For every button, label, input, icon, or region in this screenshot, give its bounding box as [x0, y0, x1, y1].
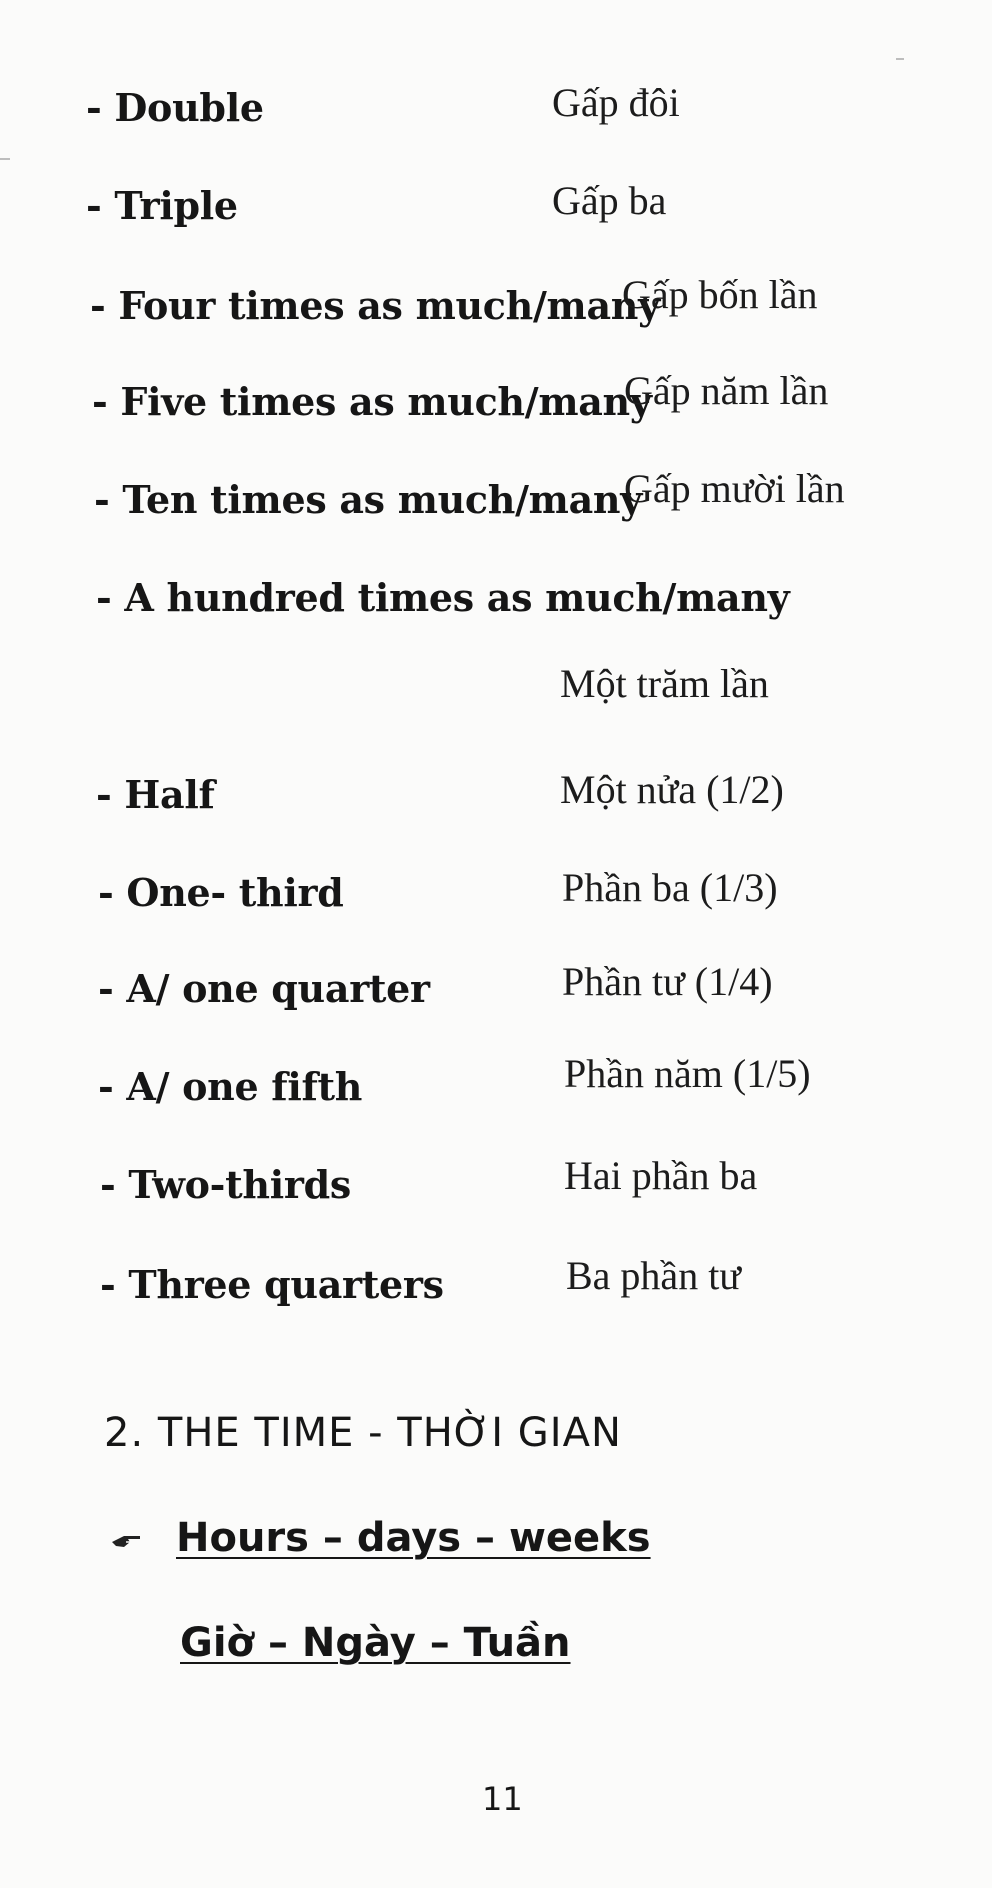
english-term: - Four times as much/many [90, 283, 660, 328]
vocab-row-hundred-times [0, 575, 992, 706]
page-number: 11 [482, 1780, 523, 1818]
vocab-row-one-quarter [0, 959, 992, 1026]
english-term: - One- third [98, 870, 344, 915]
english-term: - Three quarters [100, 1262, 444, 1307]
vocab-row-triple [0, 178, 992, 243]
vocab-row-ten-times [0, 466, 992, 537]
english-term: - A/ one fifth [98, 1064, 363, 1109]
vocab-row-four-times [0, 272, 992, 343]
vietnamese-translation: Gấp mười lần [624, 466, 845, 511]
scan-mark [896, 58, 904, 60]
vietnamese-translation: Gấp đôi [552, 80, 680, 125]
vocab-row-half [0, 767, 992, 832]
english-term: - A hundred times as much/many [96, 575, 790, 620]
vietnamese-translation: Phần tư (1/4) [562, 959, 773, 1004]
english-term: - Two-thirds [100, 1162, 351, 1207]
english-term: - Half [96, 772, 215, 817]
vocab-row-double [0, 80, 992, 145]
section-heading: 2. THE TIME - THỜI GIAN [104, 1410, 622, 1456]
vietnamese-translation: Gấp năm lần [624, 368, 829, 413]
subheading-vietnamese: Giờ – Ngày – Tuần [180, 1620, 571, 1666]
vocab-row-one-third [0, 865, 992, 930]
english-term: - Double [86, 85, 264, 130]
vietnamese-translation: Một nửa (1/2) [560, 767, 784, 812]
english-term: - Triple [86, 183, 238, 228]
scan-mark [0, 158, 10, 160]
vietnamese-translation: Phần năm (1/5) [564, 1051, 811, 1096]
vocab-row-five-times [0, 368, 992, 439]
english-term: - A/ one quarter [98, 966, 430, 1011]
vietnamese-translation: Gấp ba [552, 178, 667, 223]
vietnamese-translation: Gấp bốn lần [622, 272, 818, 317]
vietnamese-translation: Ba phần tư [566, 1253, 741, 1298]
subheading-english: Hours – days – weeks [176, 1515, 651, 1561]
vietnamese-translation: Một trăm lần [560, 661, 769, 706]
vocab-row-two-thirds [0, 1153, 992, 1222]
pointing-hand-icon [110, 1530, 144, 1550]
english-term: - Ten times as much/many [94, 477, 643, 522]
vietnamese-translation: Hai phần ba [564, 1153, 758, 1198]
vocab-row-one-fifth [0, 1051, 992, 1124]
english-term: - Five times as much/many [92, 379, 652, 424]
vocab-row-three-quarters [0, 1253, 992, 1322]
vietnamese-translation: Phần ba (1/3) [562, 865, 778, 910]
